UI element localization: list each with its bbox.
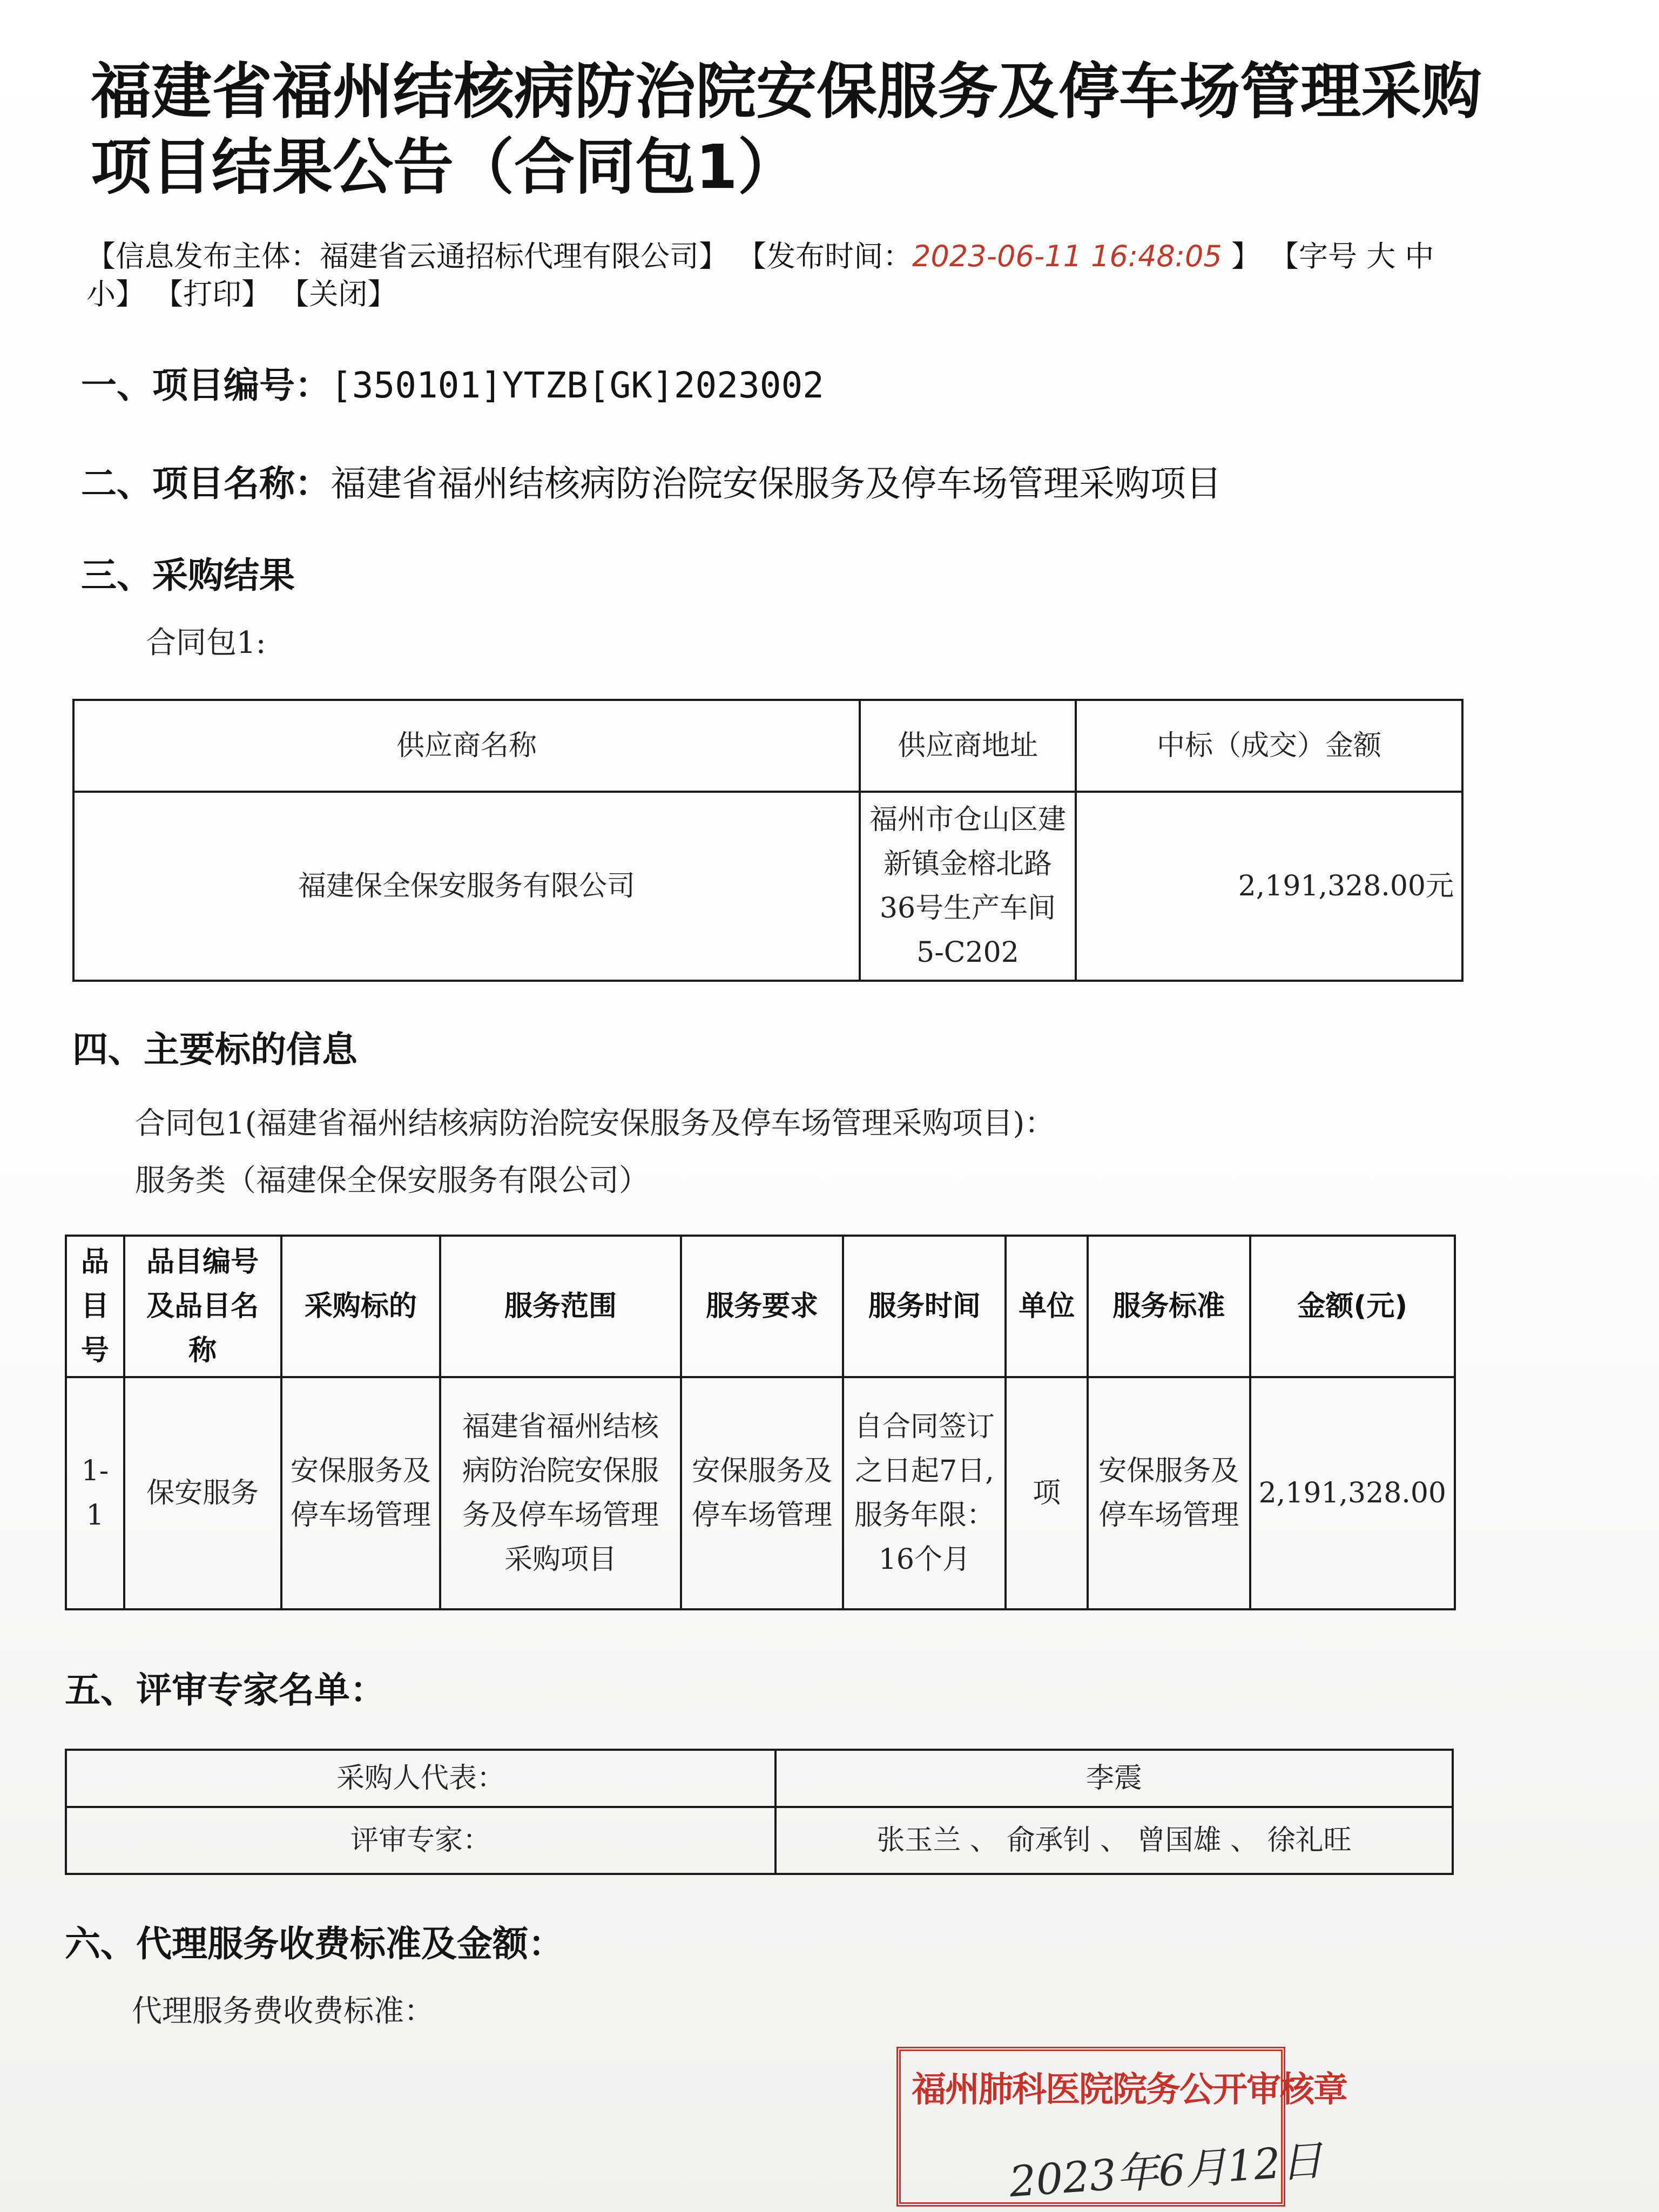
service-scope-cell: 福建省福州结核病防治院安保服务及停车场管理采购项目	[440, 1377, 681, 1609]
result-table	[72, 699, 1464, 982]
section-expert-list: 五、评审专家名单：	[65, 1669, 386, 1711]
font-size-small-link[interactable]: 小	[86, 277, 116, 311]
service-category-line: 服务类（福建保全保安服务有限公司）	[135, 1163, 649, 1198]
package-label: 合同包1:	[146, 625, 266, 660]
subject-table	[65, 1235, 1456, 1610]
print-link[interactable]: 【打印】	[154, 277, 271, 311]
subject-cell: 安保服务及停车场管理	[281, 1377, 441, 1609]
project-number-label: 一、项目编号：	[81, 365, 331, 406]
col-service-req: 服务要求	[681, 1236, 844, 1377]
supplier-address-cell: 福州市仓山区建新镇金榕北路36号生产车间5-C202	[860, 792, 1076, 981]
stamp-text: 福州肺科医院院务公开审核章	[912, 2070, 1347, 2110]
table-header-row	[66, 1236, 1455, 1377]
package-detail-line: 合同包1(福建省福州结核病防治院安保服务及停车场管理采购项目)：	[135, 1106, 1055, 1141]
agency-fee-standard-line: 代理服务费收费标准：	[132, 1994, 434, 2029]
close-link[interactable]: 【关闭】	[280, 277, 397, 311]
expert-label-cell: 评审专家：	[66, 1807, 775, 1874]
col-award-amount: 中标（成交）金额	[1076, 700, 1462, 792]
font-size-close: 】	[116, 277, 145, 311]
col-service-standard: 服务标准	[1088, 1236, 1250, 1377]
col-unit: 单位	[1006, 1236, 1088, 1377]
project-name	[81, 455, 1222, 506]
item-code-cell: 保安服务	[124, 1377, 281, 1609]
font-size-large-link[interactable]: 大	[1366, 239, 1396, 273]
section-agency-fee: 六、代理服务收费标准及金额：	[65, 1923, 564, 1965]
service-time-cell: 自合同签订之日起7日,服务年限：16个月	[843, 1377, 1006, 1609]
font-size-label: 【字号	[1270, 239, 1358, 273]
col-supplier-name: 供应商名称	[73, 700, 860, 792]
project-number	[81, 356, 824, 408]
rep-label-cell: 采购人代表：	[66, 1750, 775, 1807]
amount-cell: 2,191,328.00	[1250, 1377, 1455, 1609]
publisher-text: 【信息发布主体：福建省云通招标代理有限公司】	[86, 239, 728, 273]
publish-time-close: 】	[1231, 239, 1260, 273]
project-name-value: 福建省福州结核病防治院安保服务及停车场管理采购项目	[331, 463, 1222, 504]
service-standard-cell: 安保服务及停车场管理	[1088, 1377, 1250, 1609]
expert-table	[65, 1749, 1454, 1875]
unit-cell: 项	[1006, 1377, 1088, 1609]
page-title: 福建省福州结核病防治院安保服务及停车场管理采购项目结果公告（合同包1）	[91, 57, 1482, 203]
publish-time-value: 2023-06-11 16:48:05	[912, 239, 1222, 273]
col-subject: 采购标的	[281, 1236, 441, 1377]
section-main-subject: 四、主要标的信息	[72, 1029, 358, 1070]
col-item-no: 品目号	[66, 1236, 124, 1377]
expert-value-cell: 张玉兰 、 俞承钊 、 曾国雄 、 徐礼旺	[775, 1807, 1453, 1874]
table-row	[66, 1807, 1453, 1874]
table-row	[66, 1750, 1453, 1807]
approval-stamp	[896, 2047, 1347, 2207]
info-bar	[86, 238, 1469, 313]
table-row	[66, 1377, 1455, 1609]
font-size-medium-link[interactable]: 中	[1405, 239, 1434, 273]
col-supplier-address: 供应商地址	[860, 700, 1076, 792]
table-header-row	[73, 700, 1462, 792]
rep-value-cell: 李震	[775, 1750, 1453, 1807]
project-number-value: [350101]YTZB[GK]2023002	[331, 365, 824, 406]
table-row	[73, 792, 1462, 981]
publish-time-label: 【发布时间：	[737, 239, 913, 273]
section-procurement-result: 三、采购结果	[81, 555, 295, 596]
supplier-name-cell: 福建保全保安服务有限公司	[73, 792, 860, 981]
col-service-scope: 服务范围	[440, 1236, 681, 1377]
stamp-date-signature: 2023年6月12日	[1008, 2136, 1325, 2207]
award-amount-cell: 2,191,328.00元	[1076, 792, 1462, 981]
col-item-code: 品目编号及品目名称	[124, 1236, 281, 1377]
col-service-time: 服务时间	[843, 1236, 1006, 1377]
col-amount: 金额(元)	[1250, 1236, 1455, 1377]
service-req-cell: 安保服务及停车场管理	[681, 1377, 844, 1609]
project-name-label: 二、项目名称：	[81, 463, 331, 504]
item-no-cell: 1-1	[66, 1377, 124, 1609]
